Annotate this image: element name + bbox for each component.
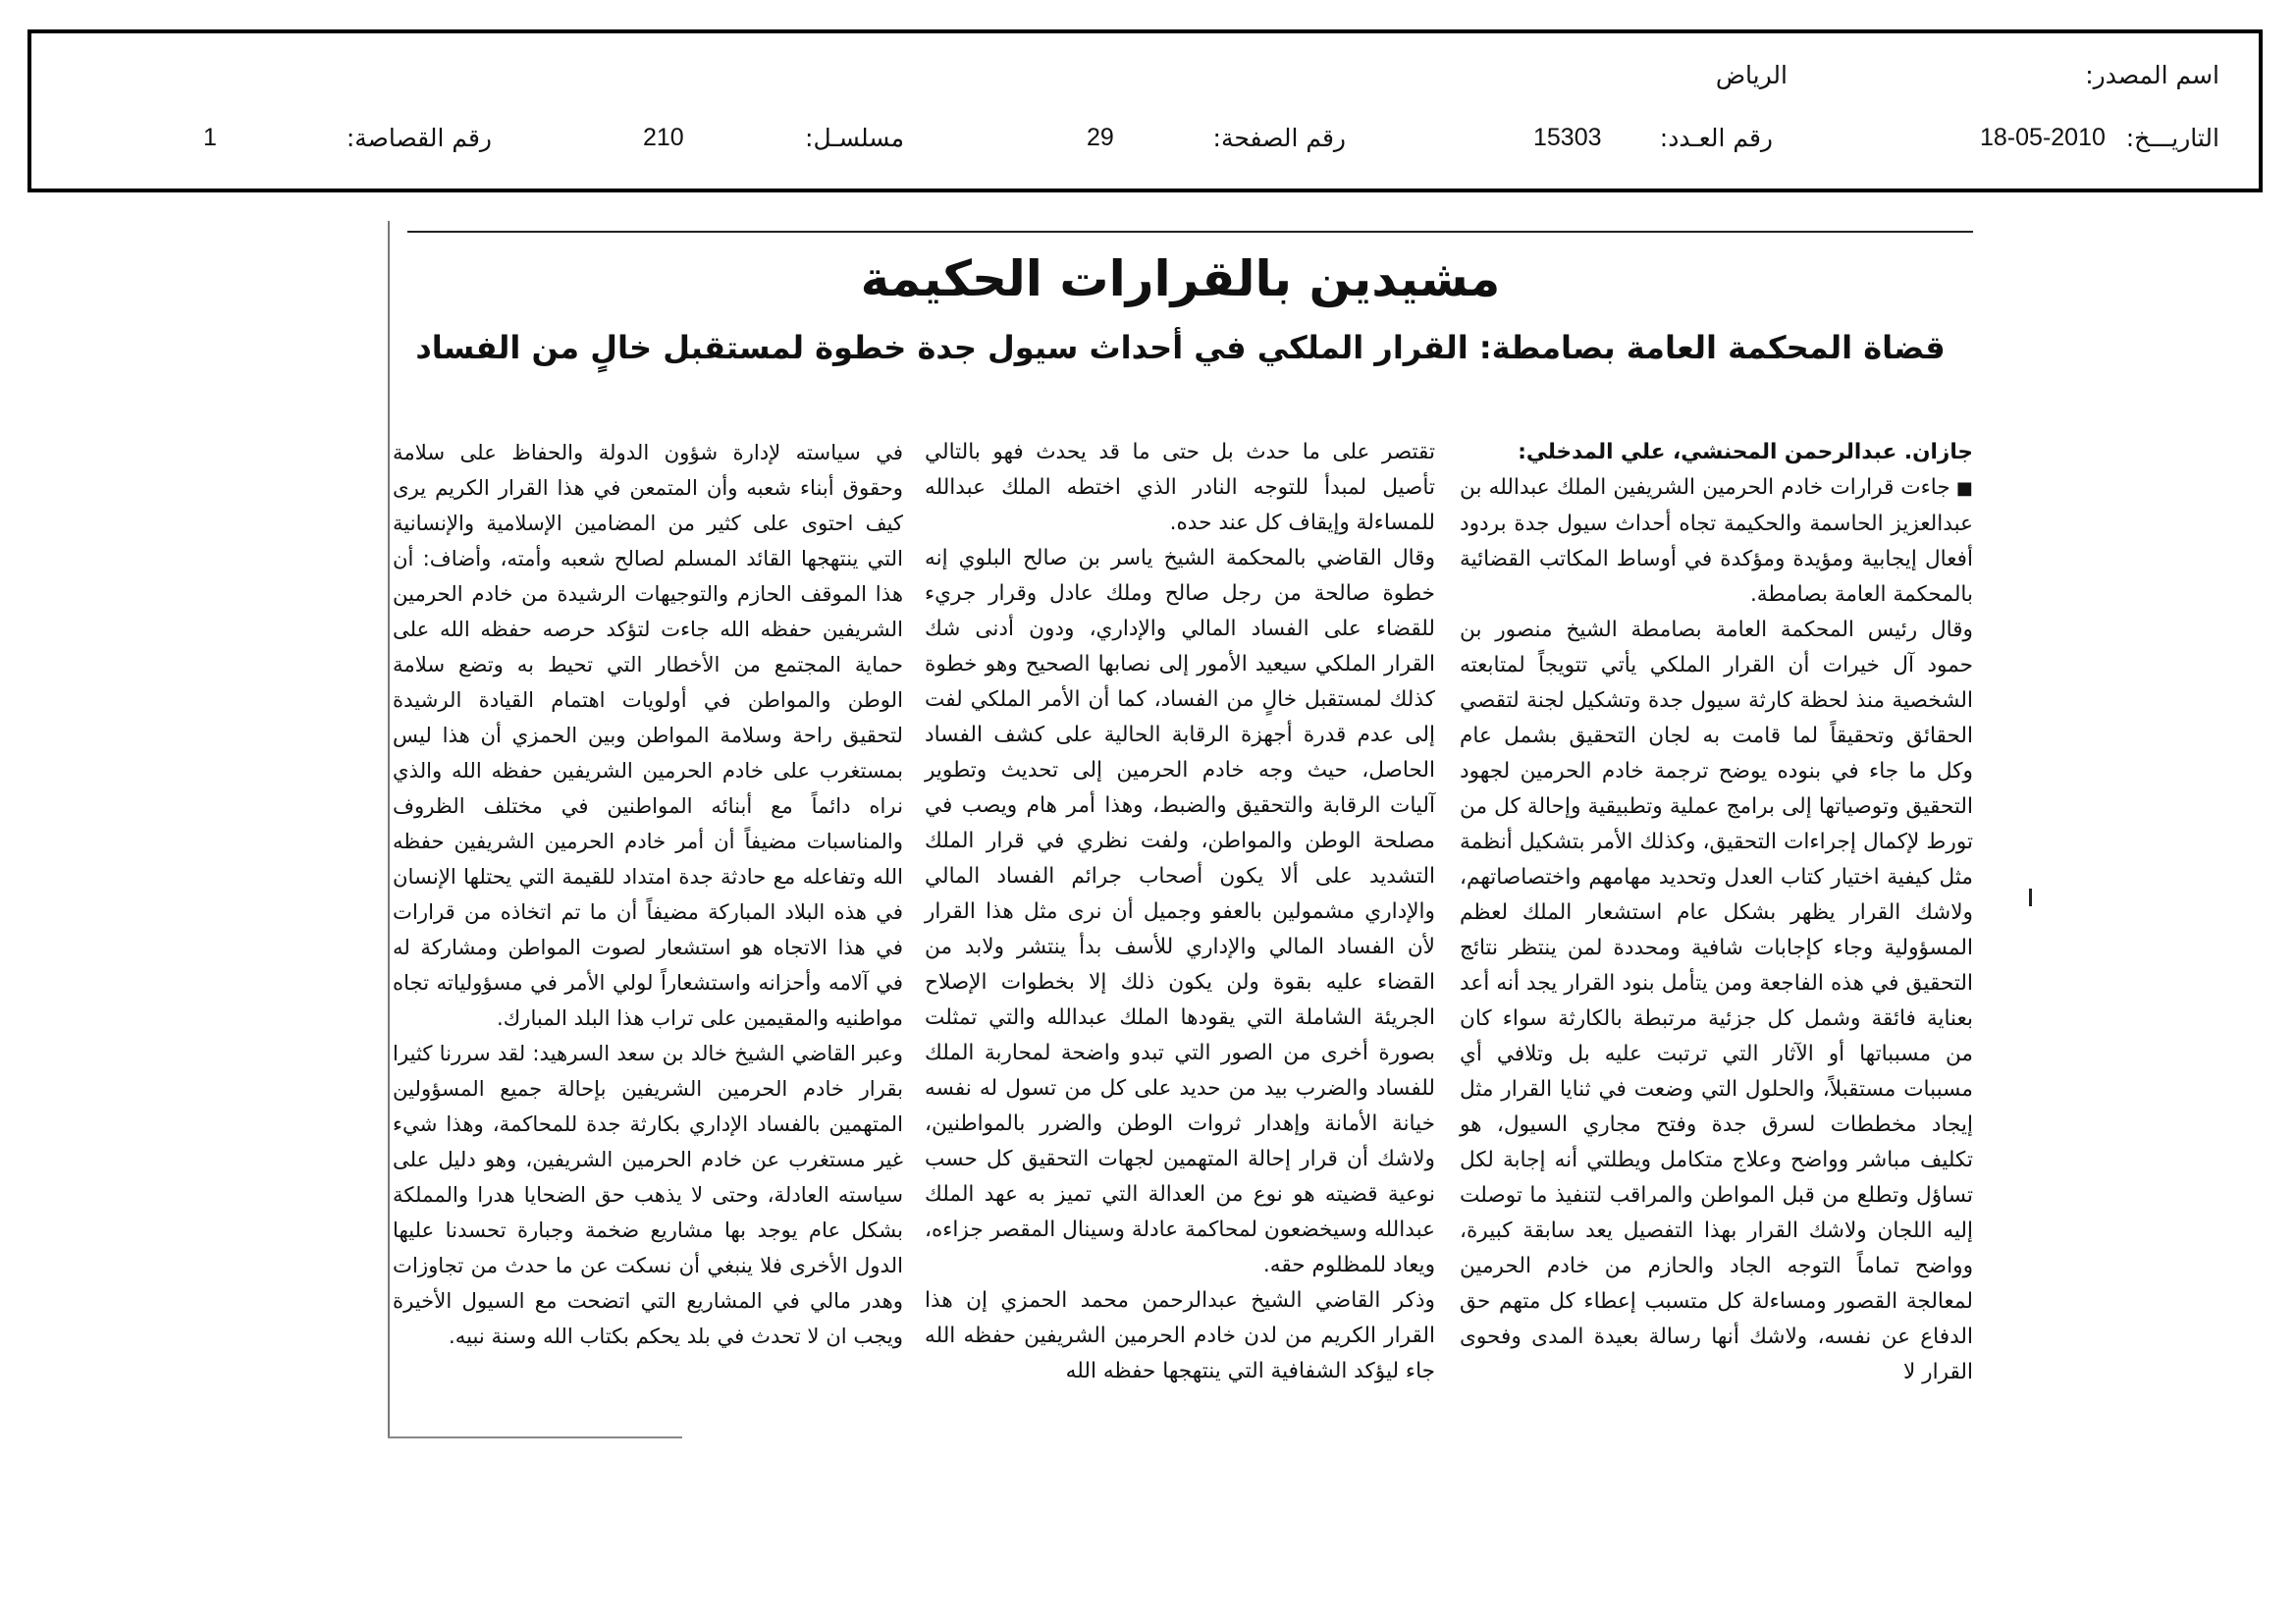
article-kicker: مشيدين بالقرارات الحكيمة (860, 250, 1501, 307)
article-column-2 (925, 435, 1435, 1389)
serial-value: 210 (643, 124, 684, 151)
date-value: 18-05-2010 (1980, 124, 2106, 151)
square-bullet-icon: ■ (1949, 478, 1974, 499)
clip-top-rule (407, 231, 1973, 233)
article-column-1 (1460, 435, 1973, 1390)
clip-label: رقم القصاصة: (346, 124, 492, 152)
clip-bottom-rule (388, 1436, 682, 1438)
paragraph: وقال رئيس المحكمة العامة بصامطة الشيخ منصور بن حمود آل خيرات أن القرار الملكي يأتي تتويجاً لمتابعته الشخصية منذ لحظة كارثة سيول جدة وتشكيل لجنة لتقصي الحقائق وتحقيقاً لما قامت به لجان التحقيق بشمل عام وكل ما جاء في بنوده يوضح ترجمة خادم الحرمين لجهود التحقيق وتوصياتها إلى برامج عملية وتطبيقية وإحالة كل من تورط لإكمال إجراءات التحقيق، وكذلك الأمر بتشكيل أنظمة مثل كيفية اختيار كتاب العدل وتحديد مهامهم واختصاصاتهم، ولاشك القرار يظهر بشكل عام استشعار الملك لعظم المسؤولية وجاء كإجابات شافية ومحددة لمن ينتظر نتائج التحقيق في هذه الفاجعة ومن يتأمل بنود القرار يجد أنه أعد بعناية فائقة وشمل كل جزئية مرتبطة بالكارثة سواء كان من مسبباتها أو الآثار التي ترتبت عليه بل وتلافي أي مسببات مستقبلاً، والحلول التي وضعت في ثنايا القرار مثل إيجاد مخططات لسرق جدة وفتح مجاري السيول، هو تكليف مباشر وواضح وعلاج متكامل ويطلتي أنه إجابة لكل تساؤل وتطلع من قبل المواطن والمراقب لتنفيذ ما توصلت إليه اللجان ولاشك القرار بهذا التفصيل يعد سابقة كبيرة، وواضح تماماً التوجه الجاد والحازم من خادم الحرمين لمعالجة القصور ومساءلة كل متسبب إعطاء كل متهم حق الدفاع عن نفسه، ولاشك أنها رسالة بعيدة المدى وفحوى القرار لا (1460, 618, 1973, 1384)
paragraph: وذكر القاضي الشيخ عبدالرحمن محمد الحمزي إن هذا القرار الكريم من لدن خادم الحرمين الشريفين حفظه الله جاء ليؤكد الشفافية التي ينتهجها حفظه الله (925, 1288, 1435, 1383)
article-byline: جازان. عبدالرحمن المحنشي، علي المدخلي: (1518, 440, 1973, 464)
source-label: اسم المصدر: (2085, 61, 2219, 89)
paragraph: تقتصر على ما حدث بل حتى ما قد يحدث فهو بالتالي تأصيل لمبدأ للتوجه النادر الذي اختطه الملك عبدالله للمساءلة وإيقاف كل عند حده. (925, 440, 1435, 535)
article-column-3 (393, 435, 903, 1354)
clip-value: 1 (203, 124, 217, 151)
source-value: الرياض (1715, 61, 1788, 89)
page-label: رقم الصفحة: (1212, 124, 1346, 152)
issue-label: رقم العـدد: (1659, 124, 1773, 152)
margin-mark (2029, 889, 2032, 906)
issue-value: 15303 (1533, 124, 1602, 151)
paragraph: في سياسته لإدارة شؤون الدولة والحفاظ على سلامة وحقوق أبناء شعبه وأن المتمعن في هذا القرار الكريم يرى كيف احتوى على كثير من المضامين الإسلامية والإنسانية التي ينتهجها القائد المسلم لصالح شعبه وأمته، وأضاف: أن هذا الموقف الحازم والتوجيهات الرشيدة من خادم الحرمين الشريفين حفظه الله جاءت لتؤكد حرصه حفظه الله على حماية المجتمع من الأخطار التي تحيط به وتضع سلامة الوطن والمواطن في أولويات اهتمام القيادة الرشيدة لتحقيق راحة وسلامة المواطن وبين الحمزي أن هذا ليس بمستغرب على خادم الحرمين الشريفين حفظه الله والذي نراه دائماً مع أبنائه المواطنين في مختلف الظروف والمناسبات مضيفاً أن أمر خادم الحرمين الشريفين حفظه الله وتفاعله مع حادثة جدة امتداد للقيمة التي يحتلها الإنسان في هذه البلاد المباركة مضيفاً أن ما تم اتخاذه من قرارات في هذا الاتجاه هو استشعار لصوت المواطن ومشاركة له في آلامه وأحزانه واستشعاراً لولي الأمر في مسؤولياته تجاه مواطنيه والمقيمين على تراب هذا البلد المبارك. (393, 440, 903, 1030)
clip-left-border (388, 221, 390, 1438)
paragraph-text: جاءت قرارات خادم الحرمين الشريفين الملك عبدالله بن عبدالعزيز الحاسمة والحكيمة تجاه أحداث سيول جدة بردود أفعال إيجابية ومؤيدة ومؤكدة في أوساط المكاتب القضائية بالمحكمة العامة بصامطة. (1460, 475, 1973, 607)
paragraph (1460, 470, 1973, 613)
paragraph: وقال القاضي بالمحكمة الشيخ ياسر بن صالح البلوي إنه خطوة صالحة من رجل صالح وملك عادل وقرار جريء للقضاء على الفساد المالي والإداري، ودون أدنى شك القرار الملكي سيعيد الأمور إلى نصابها الصحيح وهو خطوة كذلك لمستقبل خالٍ من الفساد، كما أن الأمر الملكي لفت إلى عدم قدرة أجهزة الرقابة الحالية على كشف الفساد الحاصل، حيث وجه خادم الحرمين إلى تحديث وتطوير آليات الرقابة والتحقيق والضبط، وهذا أمر هام ويصب في مصلحة الوطن والمواطن، ولفت نظري في قرار الملك التشديد على ألا يكون أصحاب جرائم الفساد المالي والإداري مشمولين بالعفو وجميل أن نرى مثل هذا القرار لأن الفساد المالي والإداري للأسف بدأ ينتشر ولابد من القضاء عليه بقوة ولن يكون ذلك إلا بخطوات الإصلاح الجريئة الشاملة التي يقودها الملك عبدالله والتي تمثلت بصورة أخرى من الصور التي تبدو واضحة لمحاربة الملك للفساد والضرب بيد من حديد على كل من تسول له نفسه خيانة الأمانة وإهدار ثروات الوطن والضرر بالمواطنين، ولاشك أن قرار إحالة المتهمين لجهات التحقيق كل حسب نوعية قضيته هو نوع من العدالة التي تميز به عهد الملك عبدالله وسيخضعون لمحاكمة عادلة وسينال المقصر جزاءه، ويعاد للمظلوم حقه. (925, 546, 1435, 1277)
article-headline: قضاة المحكمة العامة بصامطة: القرار الملكي في أحداث سيول جدة خطوة لمستقبل خالٍ من الفساد (415, 329, 1946, 366)
date-label: التاريـــخ: (2125, 124, 2219, 152)
archive-header-box (27, 29, 2263, 192)
page-value: 29 (1087, 124, 1114, 151)
paragraph: وعبر القاضي الشيخ خالد بن سعد السرهيد: لقد سررنا كثيرا بقرار خادم الحرمين الشريفين بإحالة جميع المسؤولين المتهمين بالفساد الإداري بكارثة جدة للمحاكمة، وهذا شيء غير مستغرب عن خادم الحرمين الشريفين، وهو دليل على سياسته العادلة، وحتى لا يذهب حق الضحايا هدرا والمملكة بشكل عام يوجد بها مشاريع ضخمة وجبارة تحسدنا عليها الدول الأخرى فلا ينبغي أن نسكت عن ما حدث من تجاوزات وهدر مالي في المشاريع التي اتضحت مع السيول الأخيرة ويجب ان لا تحدث في بلد يحكم بكتاب الله وسنة نبيه. (393, 1041, 903, 1348)
serial-label: مسلسـل: (805, 124, 904, 152)
